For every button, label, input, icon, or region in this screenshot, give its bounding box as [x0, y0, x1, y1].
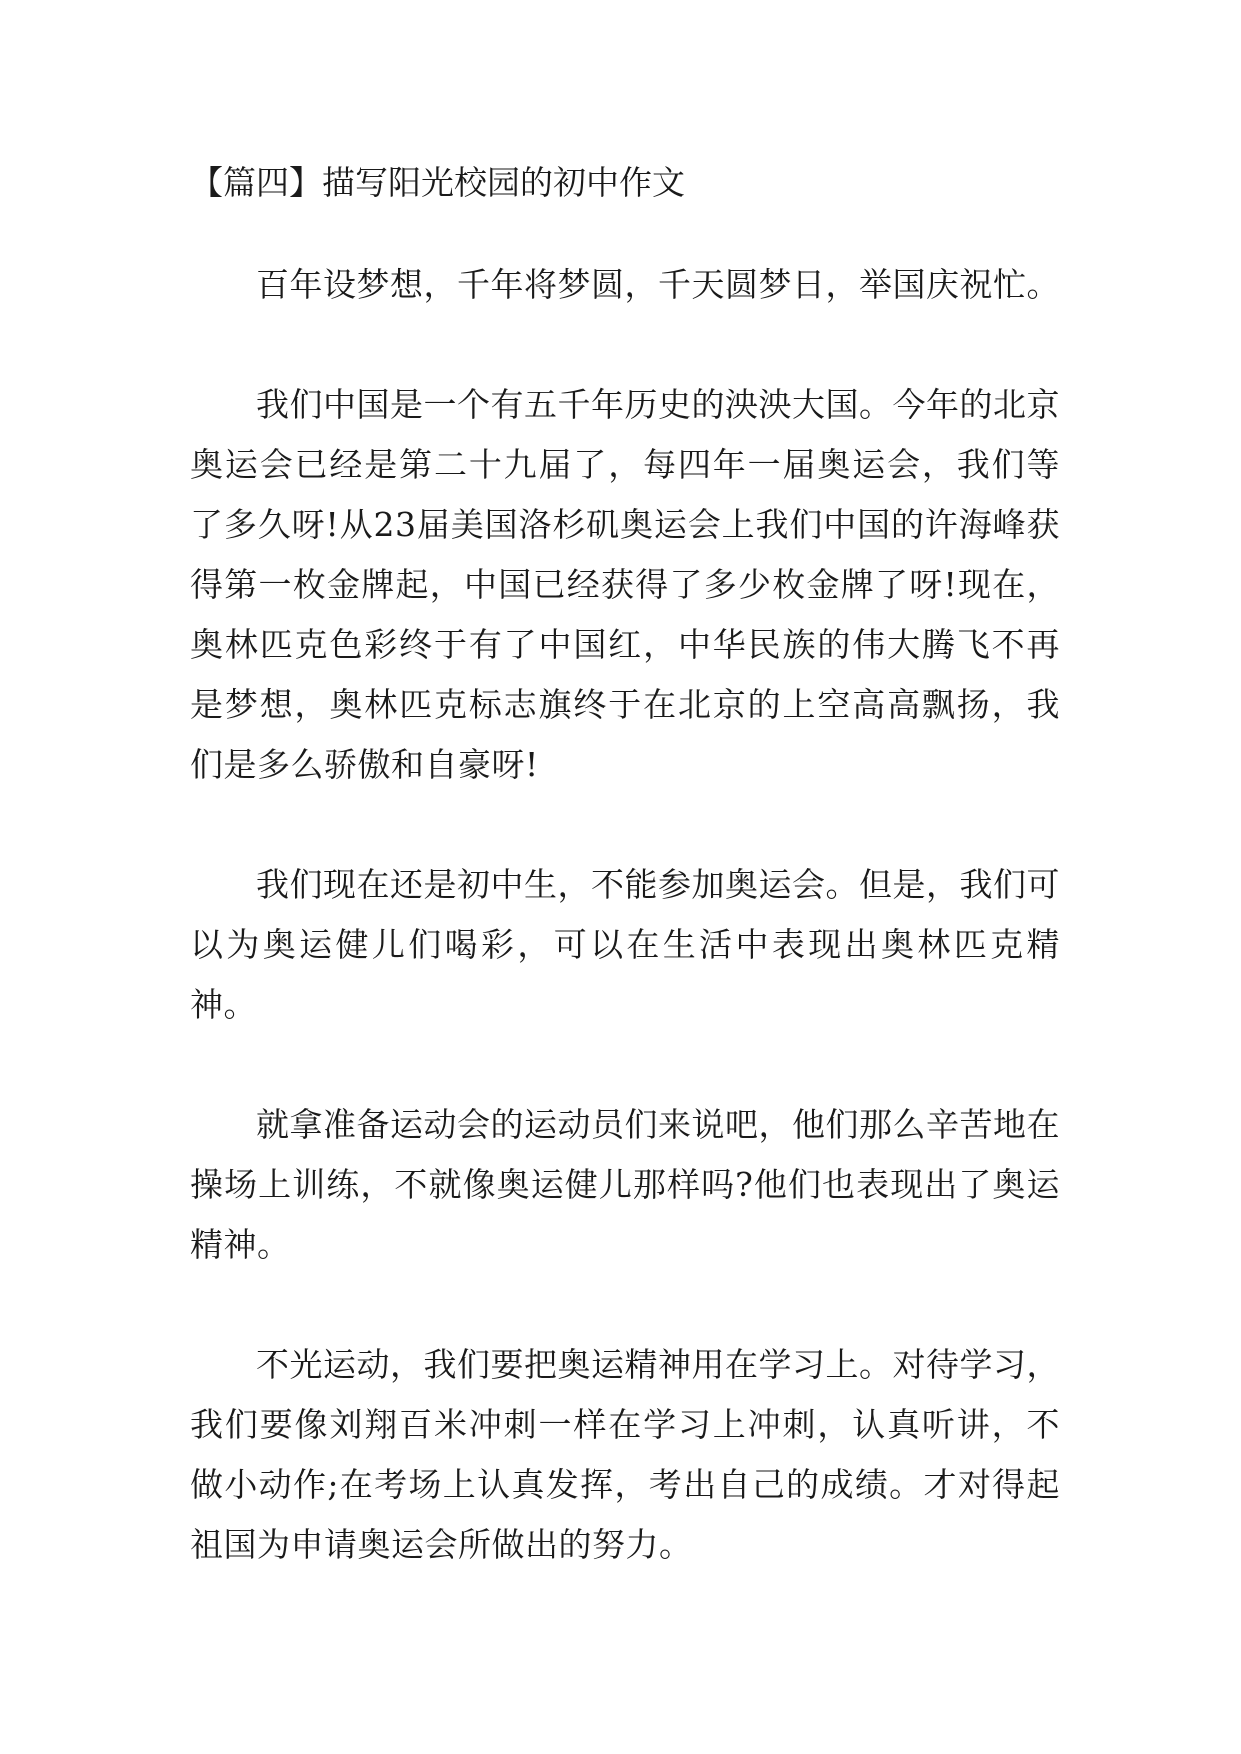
paragraph-4: 就拿准备运动会的运动员们来说吧，他们那么辛苦地在操场上训练，不就像奥运健儿那样吗?他们也表现出了奥运精神。: [190, 1105, 1060, 1264]
paragraph-1: 百年设梦想，千年将梦圆，千天圆梦日，举国庆祝忙。: [256, 265, 1060, 304]
paragraph-3: 我们现在还是初中生，不能参加奥运会。但是，我们可以为奥运健儿们喝彩，可以在生活中表现出奥林匹克精神。: [190, 865, 1060, 1024]
document-title: 【篇四】描写阳光校园的初中作文: [190, 163, 685, 202]
paragraph-2: 我们中国是一个有五千年历史的泱泱大国。今年的北京奥运会已经是第二十九届了，每四年一届奥运会，我们等了多久呀!从23届美国洛杉矶奥运会上我们中国的许海峰获得第一枚金牌起，中国已经获得了多少枚金牌了呀!现在，奥林匹克色彩终于有了中国红，中华民族的伟大腾飞不再是梦想，奥林匹克标志旗终于在北京的上空高高飘扬，我们是多么骄傲和自豪呀!: [190, 385, 1060, 784]
document-body: [190, 155, 1060, 1635]
paragraph-5: 不光运动，我们要把奥运精神用在学习上。对待学习，我们要像刘翔百米冲刺一样在学习上冲刺，认真听讲，不做小动作;在考场上认真发挥，考出自己的成绩。才对得起祖国为申请奥运会所做出的努力。: [190, 1345, 1060, 1564]
